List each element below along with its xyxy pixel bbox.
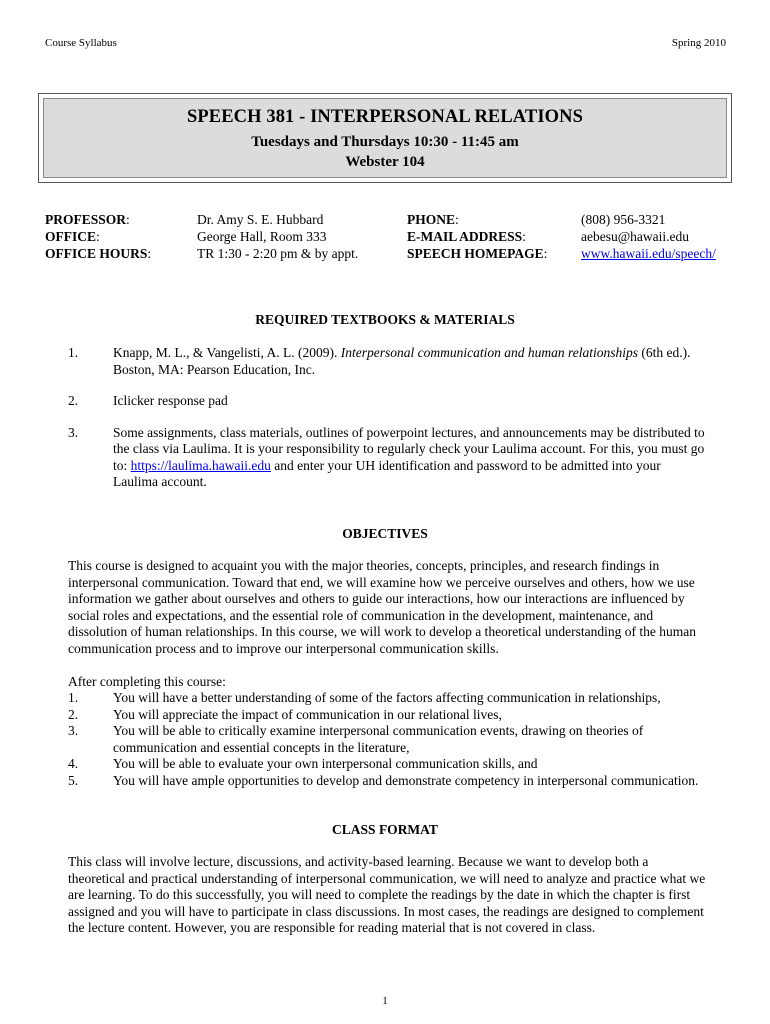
info-labels-left [45, 211, 151, 262]
objective-item: 2. You will appreciate the impact of communication in our relational lives, [68, 706, 502, 722]
office-hours-label: OFFICE HOURS: [45, 246, 152, 261]
phone-number: (808) 956-3321 [581, 212, 666, 227]
materials-list [68, 345, 708, 506]
info-values-right [581, 211, 716, 262]
laulima-link[interactable]: https://laulima.hawaii.edu [130, 457, 271, 473]
info-labels-right [407, 211, 547, 262]
objectives-heading: OBJECTIVES [342, 526, 428, 541]
email-address: aebesu@hawaii.edu [581, 229, 690, 244]
book-title: Interpersonal communication and human relationships [340, 345, 638, 360]
material-item: 2. Iclicker response pad [68, 393, 228, 408]
professor-label: PROFESSOR: [45, 212, 130, 227]
item-number: 1. [68, 345, 79, 360]
title-shaded-panel [43, 98, 727, 178]
homepage-label: SPEECH HOMEPAGE: [407, 246, 548, 261]
office-location: George Hall, Room 333 [197, 229, 327, 244]
objective-item: 5. You will have ample opportunities to develop and demonstrate competency in interpersonal communication. [68, 772, 699, 788]
phone-label: PHONE: [407, 212, 459, 227]
item-number: 2. [68, 393, 79, 408]
course-schedule: Tuesdays and Thursdays 10:30 - 11:45 am [251, 134, 519, 150]
course-title: SPEECH 381 - INTERPERSONAL RELATIONS [187, 107, 583, 127]
class-format-heading: CLASS FORMAT [332, 822, 438, 837]
header-right: Spring 2010 [671, 37, 726, 49]
class-format-text: This class will involve lecture, discussions, and activity-based learning. Because we want to develop both a theoretical and practical understanding of interpersonal communication, we will need to analyze and practice what we are learning. To do this successfully, you will need to complete the readings by the date in which the chapter is first assigned and you will have to participate in class discussions. In most cases, the readings are designed to complement the lecture content. However, you are responsible for reading material that is not covered in class. [68, 854, 706, 936]
header-left: Course Syllabus [45, 37, 117, 49]
objectives-list [68, 690, 708, 790]
objective-item: 3. You will be able to critically examine interpersonal communication events, drawing on theories of communication and essential concepts in the literature, [68, 723, 644, 755]
page-number: 1 [382, 995, 388, 1007]
professor-name: Dr. Amy S. E. Hubbard [197, 212, 324, 227]
email-label: E-MAIL ADDRESS: [407, 229, 526, 244]
course-location: Webster 104 [345, 154, 425, 170]
objective-item: 4. You will be able to evaluate your own interpersonal communication skills, and [68, 756, 538, 772]
title-box [38, 93, 732, 183]
material-item: 1. Knapp, M. L., & Vangelisti, A. L. (2009). Interpersonal communication and human relationships (6th ed.). Boston, MA: Pearson Education, Inc. [68, 345, 691, 377]
materials-heading: REQUIRED TEXTBOOKS & MATERIALS [255, 312, 515, 327]
speech-homepage-link[interactable]: www.hawaii.edu/speech/ [581, 246, 716, 261]
objectives-intro: This course is designed to acquaint you with the major theories, concepts, principles, and research findings in interpersonal communication. Toward that end, we will examine how we perceive ourselves and others, how we use information we gather about ourselves and others to guide our interactions, how our interactions are influenced by social roles and expectations, and the essential role of communication in the development, maintenance, and dissolution of human relationships. In this course, we will work to develop a theoretical understanding of the human communication process and to improve our interpersonal communication skills. [68, 558, 696, 656]
item-number: 3. [68, 424, 79, 440]
material-item: 3. Some assignments, class materials, outlines of powerpoint lectures, and announcements may be distributed to the class via Laulima. It is your responsibility to regularly check your Laulima account. For this, you must go to: https://laulima.hawaii.edu and enter your UH identification and password to be admitted into your Laulima account. [68, 424, 705, 489]
objective-item: 1. You will have a better understanding of some of the factors affecting communication in relationships, [68, 690, 661, 705]
office-label: OFFICE: [45, 229, 100, 244]
objectives-lead: After completing this course: [68, 674, 226, 689]
info-values-left [197, 211, 358, 262]
office-hours: TR 1:30 - 2:20 pm & by appt. [197, 246, 359, 261]
